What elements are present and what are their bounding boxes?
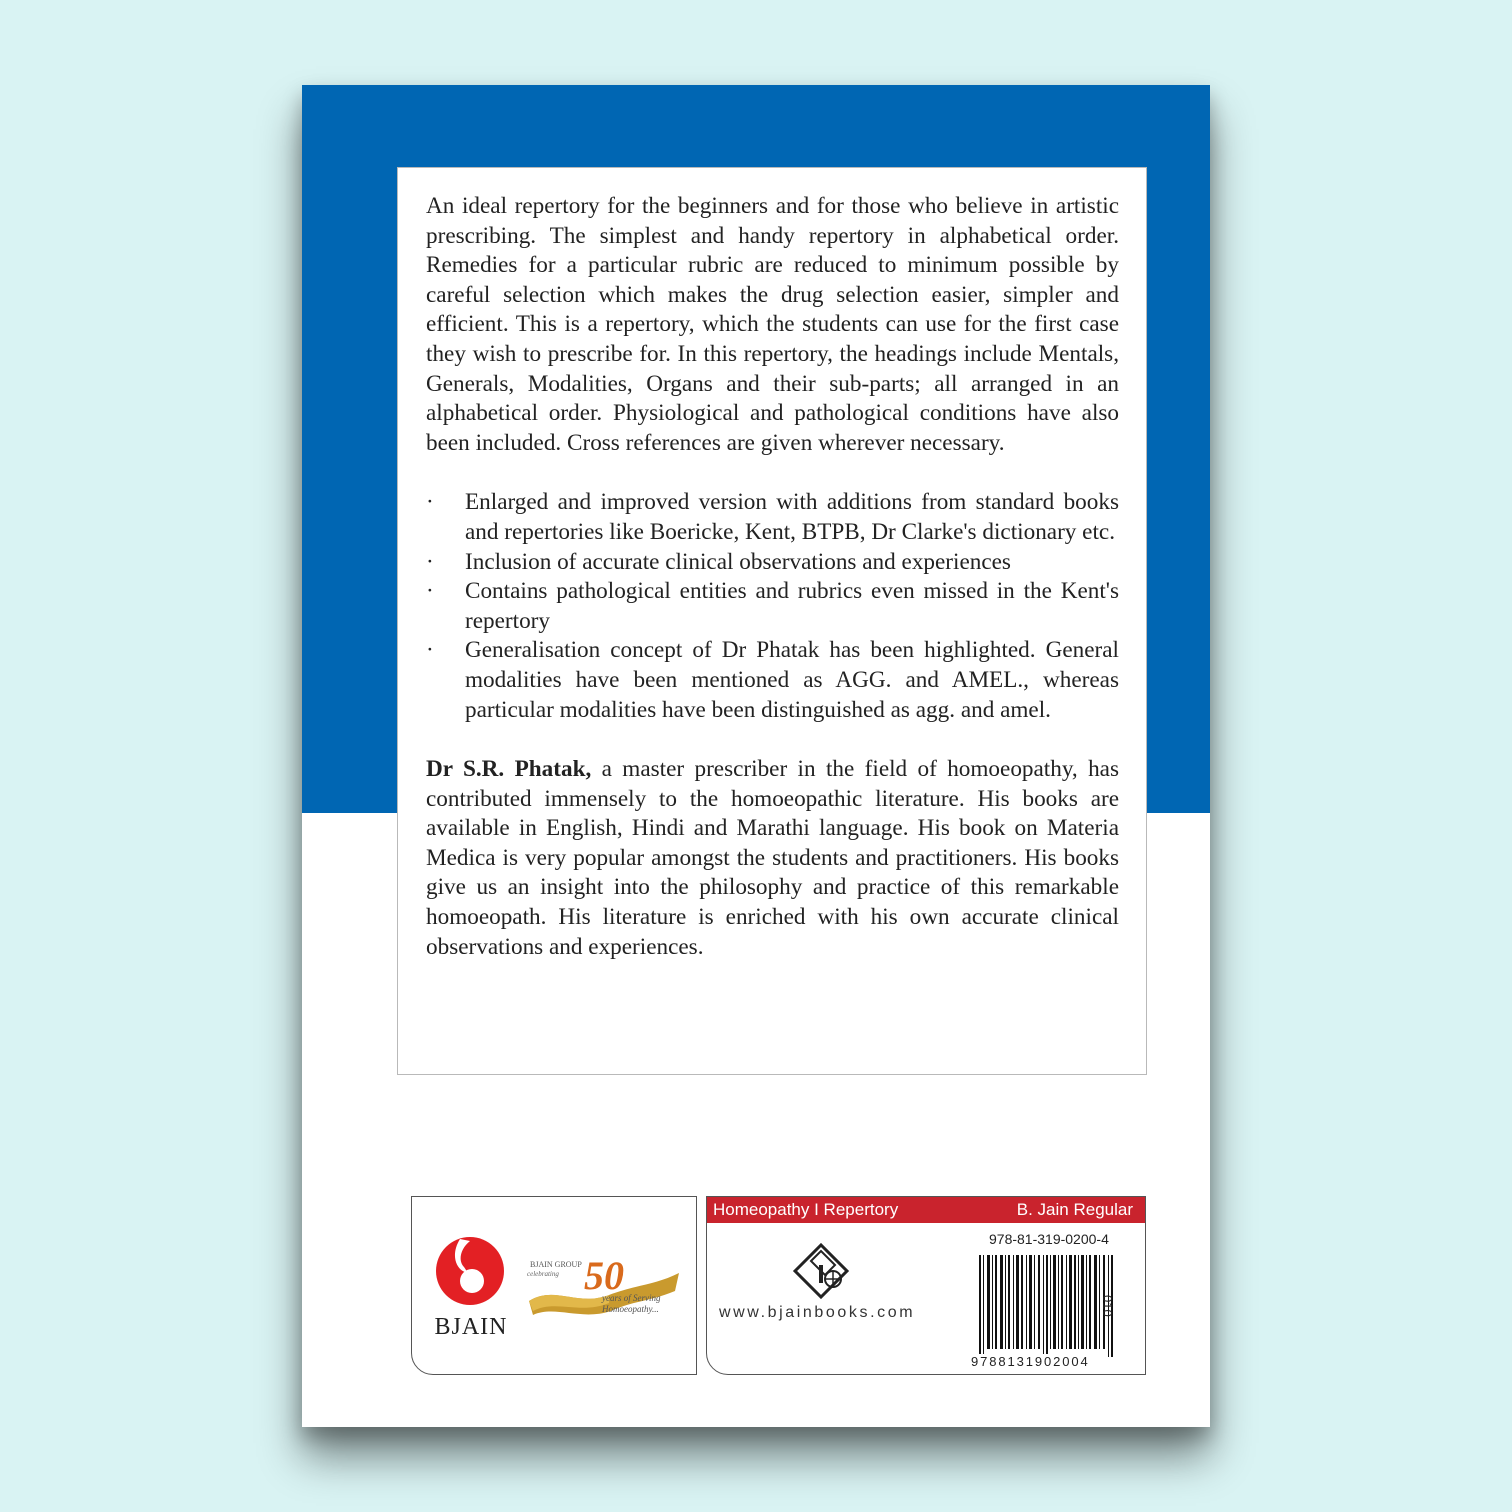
- bullet-icon: ·: [426, 637, 434, 664]
- price-code: 010: [1100, 1295, 1115, 1317]
- author-bio-text: a master prescriber in the field of homoeopathy, has contributed immensely to the homoeopathic literature. His books are available in English, Hindi and Marathi language. His book on Materia Medica is very popular amongst the students and practitioners. His books give us an insight into the philosophy and practice of this remarkable homoeopath. His literature is enriched with his own accurate clinical observations and experiences.: [426, 756, 1119, 960]
- description-paragraph: An ideal repertory for the beginners and for those who believe in artistic prescribing. The simplest and handy repertory in alphabetical order. Remedies for a particular rubric are reduced to minimum possible by careful selection which makes the drug selection easier, simpler and efficient. This is a repertory, which the students can use for the first case they wish to prescribe for. In this repertory, the headings include Mentals, Generals, Modalities, Organs and their sub-parts; all arranged in an alphabetical order. Physiological and pathological conditions have also been included. Cross references are given wherever necessary.: [426, 193, 1119, 456]
- isbn-text: 978-81-319-0200-4: [989, 1231, 1109, 1247]
- feature-list: [426, 488, 1119, 725]
- text-panel: [397, 167, 1147, 1075]
- publisher-book-icon: [789, 1237, 859, 1301]
- logo-wordmark: BJAIN: [434, 1314, 508, 1340]
- publisher-logo-box: [411, 1196, 697, 1375]
- series-label: B. Jain Regular: [1016, 1200, 1133, 1219]
- list-item: · Inclusion of accurate clinical observations and experiences: [426, 548, 1119, 578]
- category-bar: [707, 1197, 1145, 1223]
- list-item: · Generalisation concept of Dr Phatak has been highlighted. General modalities have been mentioned as AGG. and AMEL., whereas particular modalities have been distinguished as agg. and amel.: [426, 637, 1119, 723]
- barcode-number: 9788131902004: [971, 1354, 1090, 1369]
- anniversary-years-text: years of Serving Homoeopathy...: [602, 1293, 661, 1314]
- author-name: Dr S.R. Phatak,: [426, 756, 592, 783]
- bjain-logo-icon: [430, 1227, 510, 1313]
- author-bio: [426, 755, 1119, 962]
- anniversary-celebrating-text: celebrating: [527, 1270, 559, 1278]
- category-label: Homeopathy I Repertory: [713, 1200, 899, 1219]
- bullet-icon: ·: [426, 548, 434, 575]
- bullet-icon: ·: [426, 578, 434, 605]
- bullet-icon: ·: [426, 489, 434, 516]
- website-url: www.bjainbooks.com: [719, 1304, 916, 1321]
- list-item: · Enlarged and improved version with additions from standard books and repertories like Boericke, Kent, BTPB, Dr Clarke's dictionary etc.: [426, 489, 1119, 545]
- publication-info-box: [706, 1196, 1146, 1375]
- anniversary-group-text: BJAIN GROUP: [530, 1260, 582, 1269]
- list-item: · Contains pathological entities and rubrics even missed in the Kent's repertory: [426, 578, 1119, 634]
- anniversary-number: 50: [584, 1253, 624, 1298]
- book-back-cover: [302, 85, 1210, 1427]
